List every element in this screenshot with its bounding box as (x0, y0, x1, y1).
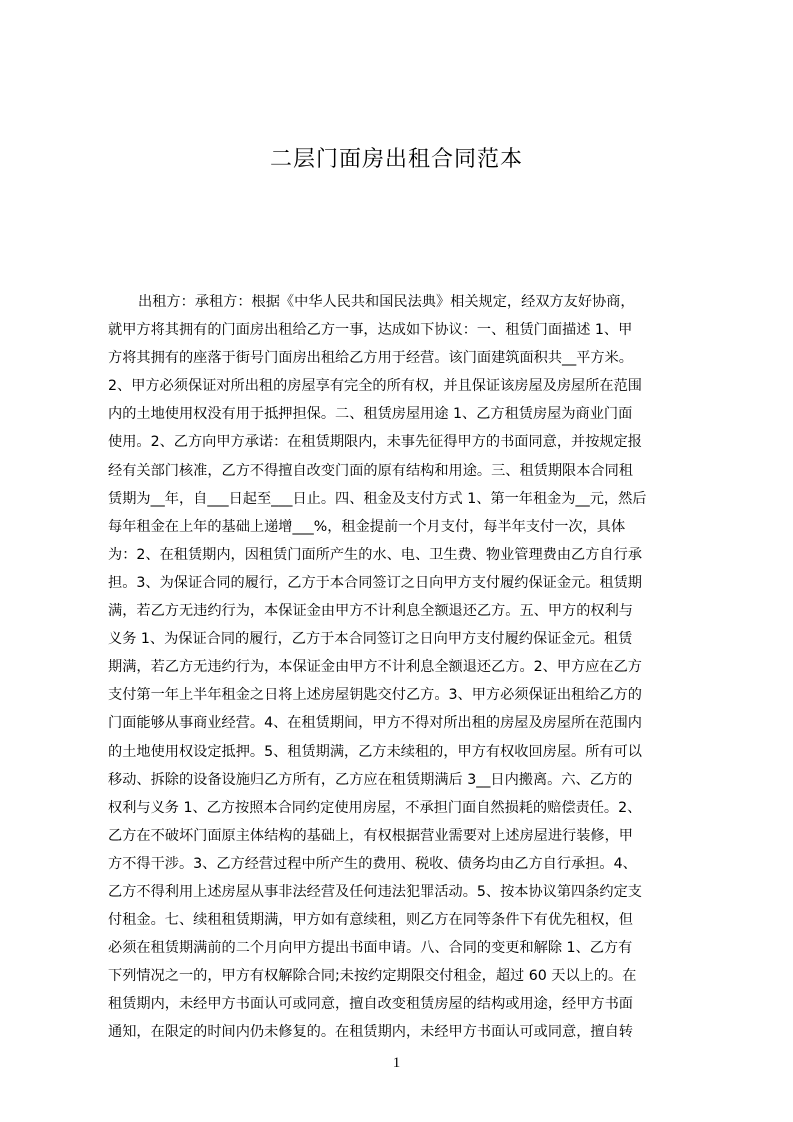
body-line: 使用。2、乙方向甲方承诺：在租赁期限内，未事先征得甲方的书面同意，并按规定报 (108, 434, 642, 451)
body-line: 通知，在限定的时间内仍未修复的。在租赁期内，未经甲方书面认可或同意，擅自转 (108, 1024, 633, 1041)
body-line: 满，若乙方无违约行为，本保证金由甲方不计利息全额退还乙方。五、甲方的权利与 (108, 603, 633, 620)
body-line: 经有关部门核准，乙方不得擅自改变门面的原有结构和用途。三、租赁期限本合同租 (108, 462, 633, 479)
body-line: 门面能够从事商业经营。4、在租赁期间，甲方不得对所出租的房屋及房屋所在范围内 (108, 715, 642, 732)
body-line: 就甲方将其拥有的门面房出租给乙方一事，达成如下协议：一、租赁门面描述 1、甲 (108, 322, 633, 339)
body-line: 支付第一年上半年租金之日将上述房屋钥匙交付乙方。3、甲方必须保证出租给乙方的 (108, 687, 642, 704)
body-line: 的土地使用权设定抵押。5、租赁期满，乙方未续租的，甲方有权收回房屋。所有可以 (108, 743, 642, 760)
body-line: 乙方不得利用上述房屋从事非法经营及任何违法犯罪活动。5、按本协议第四条约定支 (108, 883, 642, 900)
body-line: 方将其拥有的座落于街号门面房出租给乙方用于经营。该门面建筑面积共__平方米。 (108, 350, 633, 367)
body-line: 下列情况之一的，甲方有权解除合同;未按约定期限交付租金，超过 60 天以上的。在 (108, 968, 637, 985)
body-line: 为：2、在租赁期内，因租赁门面所产生的水、电、卫生费、物业管理费由乙方自行承 (108, 546, 642, 563)
body-line: 必须在租赁期满前的二个月向甲方提出书面申请。八、合同的变更和解除 1、乙方有 (108, 940, 633, 957)
body-line: 方不得干涉。3、乙方经营过程中所产生的费用、税收、债务均由乙方自行承担。4、 (108, 855, 637, 872)
body-line: 租赁期内，未经甲方书面认可或同意，擅自改变租赁房屋的结构或用途，经甲方书面 (108, 996, 633, 1013)
body-line: 内的土地使用权没有用于抵押担保。二、租赁房屋用途 1、乙方租赁房屋为商业门面 (108, 406, 633, 423)
body-line: 出租方：承租方：根据《中华人民共和国民法典》相关规定，经双方友好协商， (138, 294, 635, 310)
body-line: 权利与义务 1、乙方按照本合同约定使用房屋，不承担门面自然损耗的赔偿责任。2、 (108, 799, 642, 816)
body-line: 每年租金在上年的基础上递增___%，租金提前一个月支付，每半年支付一次，具体 (108, 518, 626, 535)
body-line: 担。3、为保证合同的履行，乙方于本合同签订之日向甲方支付履约保证金元。租赁期 (108, 574, 642, 591)
body-line: 义务 1、为保证合同的履行，乙方于本合同签订之日向甲方支付履约保证金元。租赁 (108, 631, 633, 648)
document-title: 二层门面房出租合同范本 (269, 147, 523, 172)
body-line: 期满，若乙方无违约行为，本保证金由甲方不计利息全额退还乙方。2、甲方应在乙方 (108, 659, 642, 676)
body-line: 乙方在不破坏门面原主体结构的基础上，有权根据营业需要对上述房屋进行装修，甲 (108, 827, 633, 844)
body-line: 2、甲方必须保证对所出租的房屋享有完全的所有权，并且保证该房屋及房屋所在范围 (108, 378, 642, 395)
contract-body (108, 288, 698, 1041)
body-line: 移动、拆除的设备设施归乙方所有，乙方应在租赁期满后 3__日内搬离。六、乙方的 (108, 771, 633, 788)
page-number: 1 (392, 1055, 401, 1071)
body-line: 赁期为__年，自___日起至___日止。四、租金及支付方式 1、第一年租金为__元，然后 (108, 490, 647, 507)
body-line: 付租金。七、续租租赁期满，甲方如有意续租，则乙方在同等条件下有优先租权，但 (108, 912, 633, 929)
